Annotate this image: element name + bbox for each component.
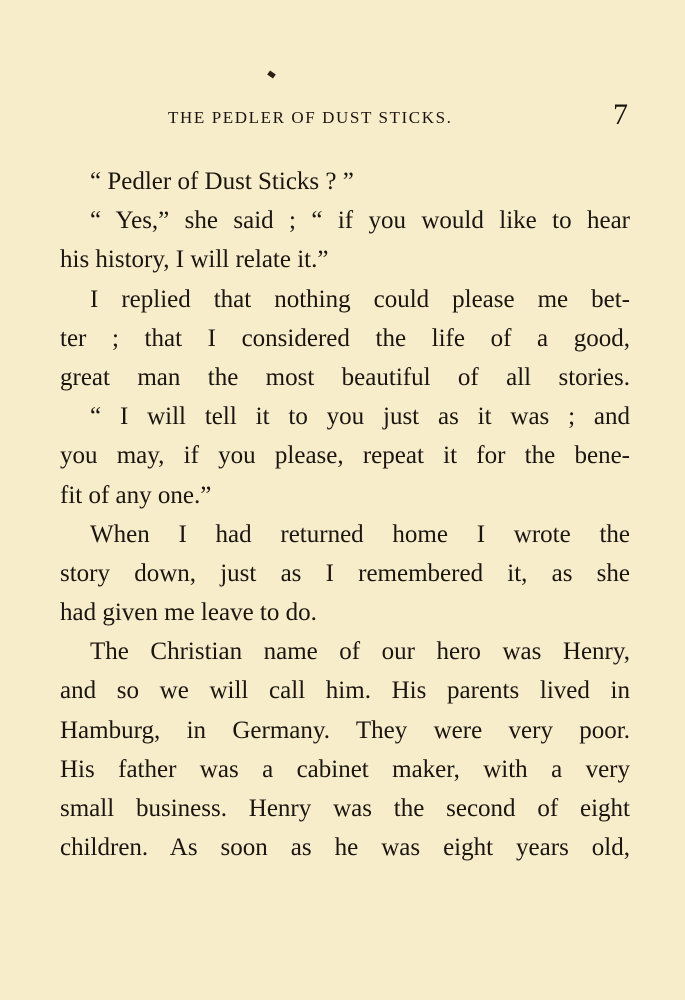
page-header xyxy=(60,100,628,136)
ink-mark xyxy=(267,70,276,78)
text-line: children. As soon as he was eight years old, xyxy=(60,834,630,862)
text-line: small business. Henry was the second of eight xyxy=(60,795,630,822)
text-line: you may, if you please, repeat it for the bene- xyxy=(60,442,630,470)
page-number: 7 xyxy=(613,98,628,131)
text-line: story down, just as I remembered it, as she xyxy=(60,559,630,587)
text-line: “ Pedler of Dust Sticks ? ” xyxy=(90,168,354,195)
text-line: The Christian name of our hero was Henry, xyxy=(90,638,630,666)
text-line: “ Yes,” she said ; “ if you would like to hear xyxy=(90,207,630,235)
text-line: and so we will call him. His parents lived in xyxy=(60,677,630,705)
running-title: THE PEDLER OF DUST STICKS. xyxy=(168,108,453,127)
body-text xyxy=(60,162,630,867)
text-line: I replied that nothing could please me bet- xyxy=(90,285,630,313)
text-line: fit of any one.” xyxy=(60,481,212,509)
text-line: “ I will tell it to you just as it was ; and xyxy=(90,403,630,431)
text-line: Hamburg, in Germany. They were very poor. xyxy=(60,716,630,744)
text-line: his history, I will relate it.” xyxy=(60,246,329,274)
text-line: great man the most beautiful of all stories. xyxy=(60,363,630,391)
text-line: His father was a cabinet maker, with a very xyxy=(60,755,630,783)
text-line: When I had returned home I wrote the xyxy=(90,520,630,548)
text-line: had given me leave to do. xyxy=(60,599,317,627)
text-line: ter ; that I considered the life of a good, xyxy=(60,324,630,352)
